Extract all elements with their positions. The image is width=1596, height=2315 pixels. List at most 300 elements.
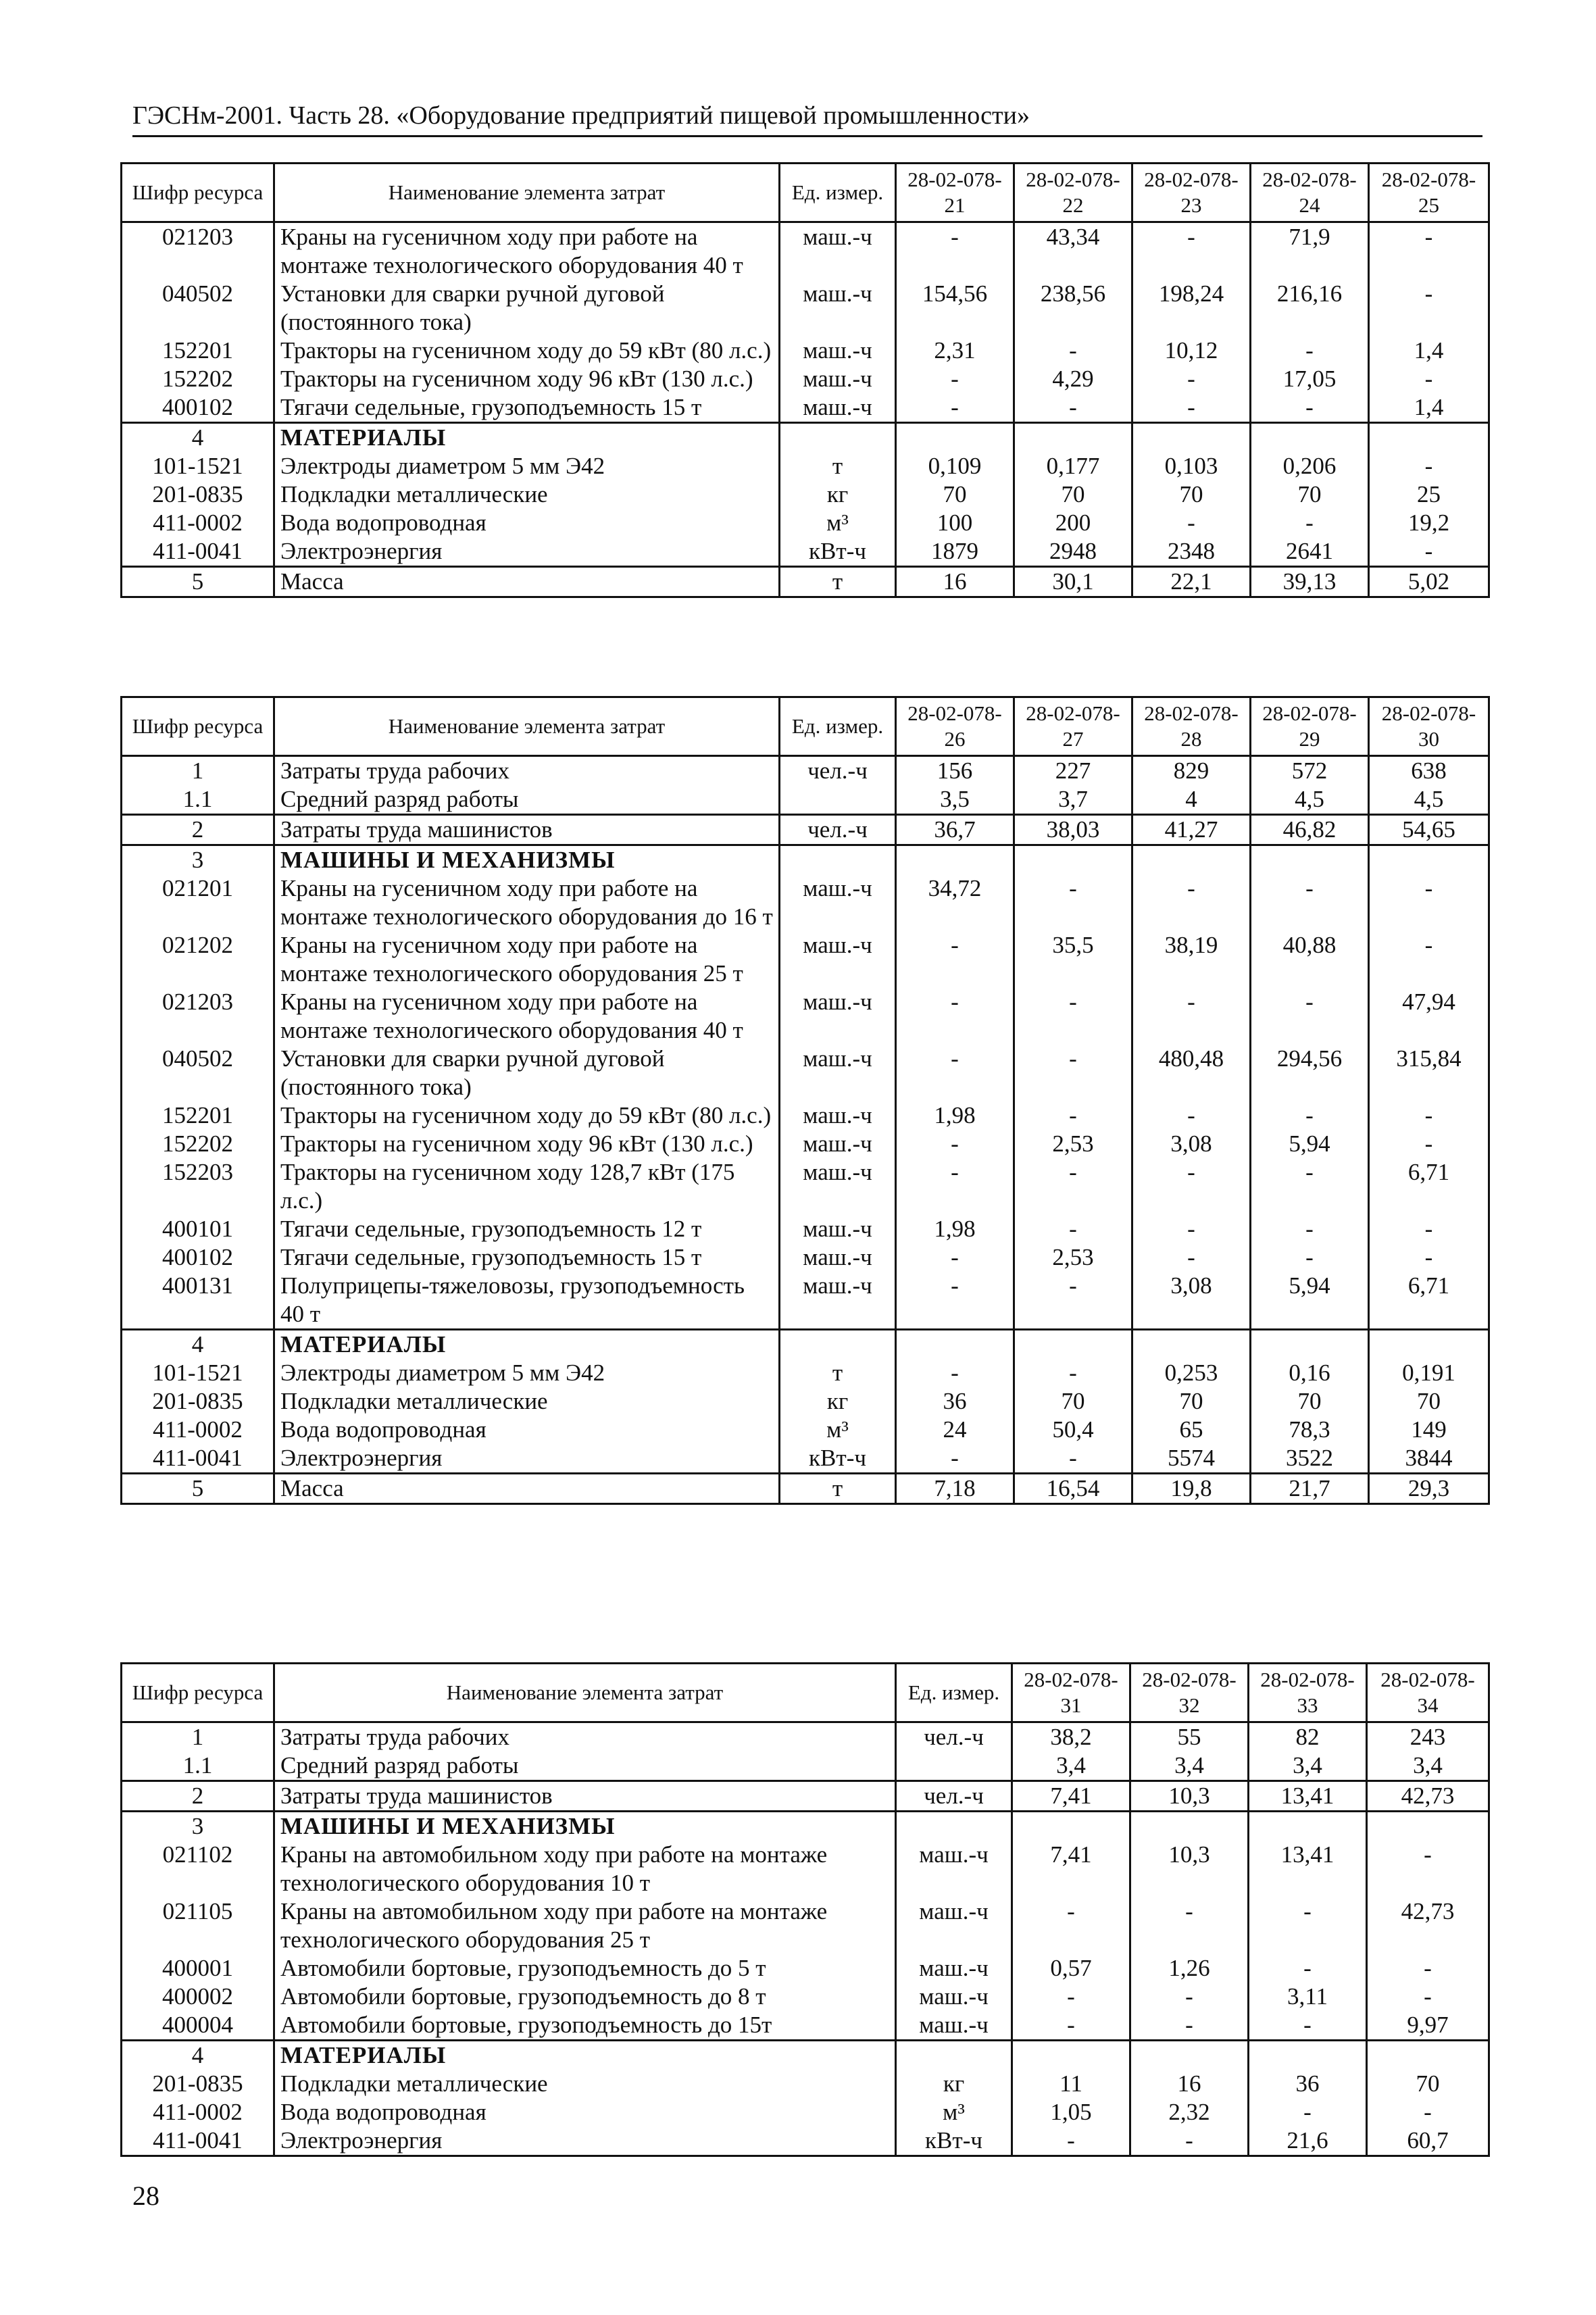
norm-value: 0,16 [1251, 1359, 1369, 1387]
unit: чел.-ч [896, 1781, 1012, 1812]
norm-value: - [1369, 931, 1489, 988]
table-row [122, 815, 1489, 845]
norm-value: - [1369, 1243, 1489, 1272]
norm-value: - [1369, 874, 1489, 931]
table-row [122, 1359, 1489, 1387]
norm-value: 70 [1251, 1387, 1369, 1416]
norm-value: - [1132, 1215, 1251, 1243]
section-heading-row [122, 2041, 1489, 2070]
norm-value [1012, 1812, 1130, 1841]
norm-value: 4 [1132, 785, 1251, 815]
col-header-norm: 28-02-078-21 [896, 164, 1014, 222]
norm-value: 200 [1014, 509, 1132, 537]
norm-value: 70 [1132, 480, 1251, 509]
resource-name: Автомобили бортовые, грузоподъемность до 5 т [274, 1954, 896, 1983]
norm-value: 10,12 [1132, 337, 1251, 365]
col-header-norm: 28-02-078-22 [1014, 164, 1132, 222]
resource-code: 152201 [122, 1101, 274, 1130]
norm-value: 70 [1132, 1387, 1251, 1416]
norm-value: 4,29 [1014, 365, 1132, 393]
norm-value: 3,5 [896, 785, 1014, 815]
norm-value [1132, 845, 1251, 875]
resource-name: Подкладки металлические [274, 480, 780, 509]
resource-code: 2 [122, 815, 274, 845]
resource-name: Краны на автомобильном ходу при работе на монтаже технологического оборудования 10 т [274, 1841, 896, 1897]
norm-value: 2641 [1251, 537, 1369, 567]
norm-value: 70 [1367, 2070, 1489, 2098]
norm-value: - [1014, 874, 1132, 931]
unit: маш.-ч [896, 1983, 1012, 2011]
norm-value [1132, 1330, 1251, 1360]
norm-value: - [896, 931, 1014, 988]
resource-name: Тракторы на гусеничном ходу 96 кВт (130 л.с.) [274, 365, 780, 393]
unit: маш.-ч [780, 1045, 896, 1101]
norm-value: 0,177 [1014, 452, 1132, 480]
norm-value: 5574 [1132, 1444, 1251, 1474]
norm-value: 39,13 [1251, 567, 1369, 597]
norm-value: - [1369, 537, 1489, 567]
norm-value: 1,4 [1369, 393, 1489, 423]
section-heading-row [122, 423, 1489, 453]
header-row [122, 164, 1489, 222]
norm-value: 480,48 [1132, 1045, 1251, 1101]
table-row [122, 988, 1489, 1045]
norm-value: 36 [896, 1387, 1014, 1416]
resource-code: 4 [122, 2041, 274, 2070]
norm-value: 40,88 [1251, 931, 1369, 988]
table-row [122, 222, 1489, 280]
unit: маш.-ч [780, 988, 896, 1045]
resource-code: 040502 [122, 280, 274, 337]
norm-value: 2948 [1014, 537, 1132, 567]
norm-value: 60,7 [1367, 2126, 1489, 2156]
resource-table-3 [120, 1662, 1490, 2157]
norm-value: 21,7 [1251, 1474, 1369, 1504]
norm-value: - [1132, 988, 1251, 1045]
norm-value: 36,7 [896, 815, 1014, 845]
norm-value: 294,56 [1251, 1045, 1369, 1101]
resource-name: Подкладки металлические [274, 1387, 780, 1416]
table-row [122, 1954, 1489, 1983]
resource-name: Установки для сварки ручной дуговой (постоянного тока) [274, 280, 780, 337]
table-row [122, 1215, 1489, 1243]
norm-value [896, 1330, 1014, 1360]
resource-code: 152201 [122, 337, 274, 365]
unit: чел.-ч [896, 1722, 1012, 1752]
resource-name: Подкладки металлические [274, 2070, 896, 2098]
norm-value: 3844 [1369, 1444, 1489, 1474]
unit: т [780, 1474, 896, 1504]
norm-value: - [1251, 393, 1369, 423]
resource-code: 5 [122, 567, 274, 597]
resource-code: 3 [122, 1812, 274, 1841]
resource-name: Затраты труда рабочих [274, 1722, 896, 1752]
norm-value: 154,56 [896, 280, 1014, 337]
table-row [122, 509, 1489, 537]
norm-value: 2,53 [1014, 1130, 1132, 1158]
norm-value: - [1014, 337, 1132, 365]
resource-code: 152203 [122, 1158, 274, 1215]
unit: кВт-ч [780, 1444, 896, 1474]
norm-value: 829 [1132, 756, 1251, 786]
resource-name: Тягачи седельные, грузоподъемность 12 т [274, 1215, 780, 1243]
norm-value: - [1251, 1158, 1369, 1215]
resource-name: Краны на гусеничном ходу при работе на монтаже технологического оборудования 40 т [274, 222, 780, 280]
norm-value: 43,34 [1014, 222, 1132, 280]
norm-value: - [1251, 337, 1369, 365]
norm-value: 3,4 [1249, 1751, 1367, 1781]
norm-value: 38,03 [1014, 815, 1132, 845]
norm-value: 24 [896, 1416, 1014, 1444]
col-header-norm: 28-02-078-27 [1014, 697, 1132, 756]
col-header-norm: 28-02-078-25 [1369, 164, 1489, 222]
norm-value: 38,2 [1012, 1722, 1130, 1752]
table-row [122, 1416, 1489, 1444]
table-row [122, 1158, 1489, 1215]
norm-value: 315,84 [1369, 1045, 1489, 1101]
norm-value: 16 [896, 567, 1014, 597]
norm-value [896, 423, 1014, 453]
resource-code: 411-0041 [122, 1444, 274, 1474]
norm-value: - [1251, 874, 1369, 931]
col-header-norm: 28-02-078-31 [1012, 1664, 1130, 1722]
norm-value: - [1014, 988, 1132, 1045]
norm-value: 22,1 [1132, 567, 1251, 597]
norm-value: 156 [896, 756, 1014, 786]
table-row [122, 1444, 1489, 1474]
unit: т [780, 452, 896, 480]
unit: м³ [780, 509, 896, 537]
norm-value: 1,05 [1012, 2098, 1130, 2126]
resource-code: 411-0002 [122, 1416, 274, 1444]
norm-value: - [1014, 1045, 1132, 1101]
norm-value: - [896, 1444, 1014, 1474]
unit: маш.-ч [780, 1243, 896, 1272]
resource-name: Вода водопроводная [274, 509, 780, 537]
norm-value: 0,253 [1132, 1359, 1251, 1387]
resource-name: Электроэнергия [274, 2126, 896, 2156]
section-heading-row [122, 1812, 1489, 1841]
norm-value: - [1369, 1130, 1489, 1158]
norm-value: - [1132, 874, 1251, 931]
norm-value: 50,4 [1014, 1416, 1132, 1444]
norm-value: 0,206 [1251, 452, 1369, 480]
norm-value [1249, 1812, 1367, 1841]
norm-value: - [1251, 988, 1369, 1045]
norm-value: - [1012, 1983, 1130, 2011]
norm-value [1130, 1812, 1249, 1841]
norm-value [1249, 2041, 1367, 2070]
norm-value: 13,41 [1249, 1781, 1367, 1812]
resource-code: 4 [122, 1330, 274, 1360]
col-header-code: Шифр ресурса [122, 1664, 274, 1722]
col-header-norm: 28-02-078-24 [1251, 164, 1369, 222]
norm-value: 65 [1132, 1416, 1251, 1444]
unit: маш.-ч [780, 931, 896, 988]
norm-value: - [1249, 1954, 1367, 1983]
resource-code: 400001 [122, 1954, 274, 1983]
norm-value: 7,41 [1012, 1781, 1130, 1812]
table-row [122, 280, 1489, 337]
resource-name: Средний разряд работы [274, 785, 780, 815]
resource-name: Электроэнергия [274, 1444, 780, 1474]
resource-code: 411-0002 [122, 509, 274, 537]
resource-code: 411-0002 [122, 2098, 274, 2126]
resource-code: 021105 [122, 1897, 274, 1954]
table-row [122, 1243, 1489, 1272]
section-heading-row [122, 845, 1489, 875]
norm-value: 3,4 [1130, 1751, 1249, 1781]
section-title: МАШИНЫ И МЕХАНИЗМЫ [274, 845, 780, 875]
norm-value: 3,11 [1249, 1983, 1367, 2011]
norm-value: 10,3 [1130, 1841, 1249, 1897]
table-row [122, 1045, 1489, 1101]
norm-value: - [1130, 1983, 1249, 2011]
norm-value [1251, 845, 1369, 875]
norm-value: 10,3 [1130, 1781, 1249, 1812]
norm-value: 2,32 [1130, 2098, 1249, 2126]
norm-value: 19,2 [1369, 509, 1489, 537]
norm-value: - [1249, 2098, 1367, 2126]
norm-value: 38,19 [1132, 931, 1251, 988]
norm-value: - [1132, 1158, 1251, 1215]
table-row [122, 756, 1489, 786]
resource-name: Тракторы на гусеничном ходу до 59 кВт (80 л.с.) [274, 1101, 780, 1130]
unit: т [780, 1359, 896, 1387]
norm-value: 7,41 [1012, 1841, 1130, 1897]
norm-value: 216,16 [1251, 280, 1369, 337]
unit [780, 1330, 896, 1360]
norm-value: 3,08 [1132, 1272, 1251, 1330]
resource-code: 101-1521 [122, 1359, 274, 1387]
resource-name: Электроэнергия [274, 537, 780, 567]
resource-code: 411-0041 [122, 2126, 274, 2156]
norm-value: 6,71 [1369, 1272, 1489, 1330]
table-row [122, 931, 1489, 988]
col-header-name: Наименование элемента затрат [274, 1664, 896, 1722]
norm-value: 3,4 [1012, 1751, 1130, 1781]
resource-code: 400102 [122, 393, 274, 423]
norm-value: 1,98 [896, 1101, 1014, 1130]
norm-value: 25 [1369, 480, 1489, 509]
resource-code: 400004 [122, 2011, 274, 2041]
norm-value: 5,94 [1251, 1130, 1369, 1158]
table-row [122, 785, 1489, 815]
norm-value: 70 [896, 480, 1014, 509]
resource-code: 3 [122, 845, 274, 875]
norm-value: 2348 [1132, 537, 1251, 567]
norm-value: - [896, 1158, 1014, 1215]
resource-code: 040502 [122, 1045, 274, 1101]
resource-name: Краны на гусеничном ходу при работе на монтаже технологического оборудования до 16 т [274, 874, 780, 931]
resource-name: Краны на гусеничном ходу при работе на монтаже технологического оборудования 40 т [274, 988, 780, 1045]
resource-table-1 [120, 162, 1490, 598]
norm-value: 2,53 [1014, 1243, 1132, 1272]
resource-code: 411-0041 [122, 537, 274, 567]
resource-code: 201-0835 [122, 2070, 274, 2098]
norm-value: - [1369, 452, 1489, 480]
table-row [122, 1130, 1489, 1158]
norm-value: 54,65 [1369, 815, 1489, 845]
norm-value: 149 [1369, 1416, 1489, 1444]
norm-value: 46,82 [1251, 815, 1369, 845]
norm-value: 3,4 [1367, 1751, 1489, 1781]
resource-name: Краны на гусеничном ходу при работе на монтаже технологического оборудования 25 т [274, 931, 780, 988]
resource-code: 152202 [122, 1130, 274, 1158]
unit [780, 845, 896, 875]
norm-value: 42,73 [1367, 1897, 1489, 1954]
resource-code: 1 [122, 756, 274, 786]
unit: кВт-ч [896, 2126, 1012, 2156]
norm-value: - [896, 1045, 1014, 1101]
norm-value: 7,18 [896, 1474, 1014, 1504]
norm-value: 19,8 [1132, 1474, 1251, 1504]
norm-value: - [1014, 1158, 1132, 1215]
norm-value: 227 [1014, 756, 1132, 786]
resource-name: Вода водопроводная [274, 1416, 780, 1444]
table-row [122, 2011, 1489, 2041]
header-row [122, 1664, 1489, 1722]
unit: маш.-ч [780, 393, 896, 423]
norm-value: - [1132, 509, 1251, 537]
col-header-name: Наименование элемента затрат [274, 697, 780, 756]
table-row [122, 1897, 1489, 1954]
resource-name: Автомобили бортовые, грузоподъемность до 15т [274, 2011, 896, 2041]
norm-value: - [1251, 509, 1369, 537]
norm-value: 34,72 [896, 874, 1014, 931]
norm-value: - [1132, 365, 1251, 393]
section-title: МАТЕРИАЛЫ [274, 1330, 780, 1360]
norm-value: - [896, 1272, 1014, 1330]
norm-value [1369, 423, 1489, 453]
norm-value: 42,73 [1367, 1781, 1489, 1812]
norm-value: 4,5 [1369, 785, 1489, 815]
norm-value [1367, 1812, 1489, 1841]
resource-code: 1.1 [122, 785, 274, 815]
norm-value: 70 [1014, 1387, 1132, 1416]
unit [780, 785, 896, 815]
norm-value: - [896, 988, 1014, 1045]
norm-value: 70 [1014, 480, 1132, 509]
col-header-norm: 28-02-078-33 [1249, 1664, 1367, 1722]
norm-value: - [1014, 1101, 1132, 1130]
norm-value [1132, 423, 1251, 453]
col-header-norm: 28-02-078-26 [896, 697, 1014, 756]
col-header-norm: 28-02-078-23 [1132, 164, 1251, 222]
unit: кВт-ч [780, 537, 896, 567]
norm-value: 36 [1249, 2070, 1367, 2098]
table-row [122, 1983, 1489, 2011]
unit: маш.-ч [780, 1158, 896, 1215]
norm-value: - [1367, 1841, 1489, 1897]
unit: маш.-ч [780, 222, 896, 280]
table-row [122, 1722, 1489, 1752]
col-header-unit: Ед. измер. [896, 1664, 1012, 1722]
col-header-unit: Ед. измер. [780, 164, 896, 222]
table-row [122, 480, 1489, 509]
norm-value: 1,98 [896, 1215, 1014, 1243]
norm-value: - [896, 365, 1014, 393]
norm-value: 9,97 [1367, 2011, 1489, 2041]
norm-value: - [1251, 1101, 1369, 1130]
norm-value: - [1369, 365, 1489, 393]
resource-name: Затраты труда машинистов [274, 815, 780, 845]
resource-code: 400102 [122, 1243, 274, 1272]
norm-value: 16,54 [1014, 1474, 1132, 1504]
norm-value: - [1132, 222, 1251, 280]
unit: кг [780, 480, 896, 509]
norm-value: 17,05 [1251, 365, 1369, 393]
unit: маш.-ч [780, 874, 896, 931]
norm-value: 3522 [1251, 1444, 1369, 1474]
col-header-name: Наименование элемента затрат [274, 164, 780, 222]
header-row [122, 697, 1489, 756]
norm-value [1369, 845, 1489, 875]
resource-name: Краны на автомобильном ходу при работе на монтаже технологического оборудования 25 т [274, 1897, 896, 1954]
norm-value: 47,94 [1369, 988, 1489, 1045]
table-row [122, 2098, 1489, 2126]
norm-value: - [1251, 1215, 1369, 1243]
table-row [122, 337, 1489, 365]
norm-value: 13,41 [1249, 1841, 1367, 1897]
norm-value: 30,1 [1014, 567, 1132, 597]
table-row [122, 567, 1489, 597]
norm-value: - [1012, 1897, 1130, 1954]
norm-value [1369, 1330, 1489, 1360]
resource-name: Автомобили бортовые, грузоподъемность до 8 т [274, 1983, 896, 2011]
resource-name: Тракторы на гусеничном ходу 96 кВт (130 л.с.) [274, 1130, 780, 1158]
table-row [122, 365, 1489, 393]
col-header-code: Шифр ресурса [122, 164, 274, 222]
norm-value: 5,94 [1251, 1272, 1369, 1330]
section-title: МАШИНЫ И МЕХАНИЗМЫ [274, 1812, 896, 1841]
table-row [122, 537, 1489, 567]
norm-value: 0,191 [1369, 1359, 1489, 1387]
norm-value [1130, 2041, 1249, 2070]
resource-code: 400101 [122, 1215, 274, 1243]
norm-value: 5,02 [1369, 567, 1489, 597]
norm-value: - [1012, 2011, 1130, 2041]
norm-value: - [1249, 2011, 1367, 2041]
table-row [122, 2070, 1489, 2098]
norm-value: 243 [1367, 1722, 1489, 1752]
unit: маш.-ч [780, 1101, 896, 1130]
norm-value: - [1014, 1272, 1132, 1330]
norm-value: - [896, 1243, 1014, 1272]
norm-value [896, 845, 1014, 875]
norm-value: 2,31 [896, 337, 1014, 365]
norm-value: 1,4 [1369, 337, 1489, 365]
col-header-norm: 28-02-078-32 [1130, 1664, 1249, 1722]
norm-value: - [1367, 2098, 1489, 2126]
resource-code: 400002 [122, 1983, 274, 2011]
norm-value [1251, 1330, 1369, 1360]
table-row [122, 1101, 1489, 1130]
norm-value: 572 [1251, 756, 1369, 786]
col-header-norm: 28-02-078-28 [1132, 697, 1251, 756]
resource-name: Электроды диаметром 5 мм Э42 [274, 452, 780, 480]
resource-table-2 [120, 696, 1490, 1505]
norm-value: - [1367, 1983, 1489, 2011]
col-header-norm: 28-02-078-34 [1367, 1664, 1489, 1722]
norm-value: 1879 [896, 537, 1014, 567]
resource-code: 021203 [122, 988, 274, 1045]
norm-value: 238,56 [1014, 280, 1132, 337]
resource-code: 101-1521 [122, 452, 274, 480]
norm-value: 0,103 [1132, 452, 1251, 480]
norm-value: - [1249, 1897, 1367, 1954]
unit [896, 2041, 1012, 2070]
